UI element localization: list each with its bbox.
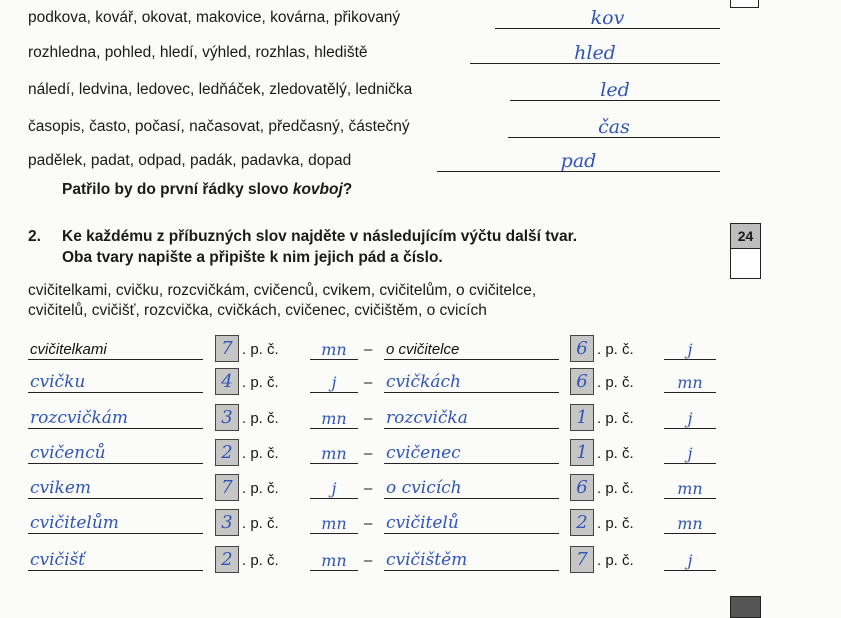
question-text bbox=[62, 181, 352, 199]
word1-field[interactable] bbox=[28, 474, 203, 499]
case-box[interactable]: 1 bbox=[570, 439, 594, 466]
handwritten-answer: pad bbox=[560, 150, 597, 172]
number-field[interactable] bbox=[310, 474, 358, 499]
number-field[interactable] bbox=[310, 509, 358, 534]
handwritten-number: j bbox=[687, 444, 693, 463]
word2-field[interactable] bbox=[384, 474, 559, 499]
word2-field[interactable] bbox=[384, 439, 559, 464]
case-number-label: . p. č. bbox=[242, 515, 279, 532]
question-end: ? bbox=[342, 181, 353, 198]
case-number-label: . p. č. bbox=[597, 480, 634, 497]
word2-field[interactable] bbox=[384, 368, 559, 393]
word1-field[interactable] bbox=[28, 368, 203, 393]
handwritten-word: cvičenců bbox=[30, 443, 106, 463]
case-number-label: . p. č. bbox=[242, 480, 279, 497]
table-row bbox=[28, 335, 728, 363]
score-box-top bbox=[730, 0, 759, 8]
handwritten-word: cvičkách bbox=[386, 372, 461, 392]
case-number-label: . p. č. bbox=[242, 445, 279, 462]
number-field[interactable] bbox=[310, 404, 358, 429]
word-list-line-1: cvičitelkami, cvičku, rozcvičkám, cvičenců, cvikem, cvičitelům, o cvičitelce, bbox=[28, 282, 537, 299]
case-box[interactable]: 2 bbox=[570, 509, 594, 536]
word-list: rozhledna, pohled, hledí, výhled, rozhlas, hlediště bbox=[28, 44, 368, 61]
number-field[interactable] bbox=[664, 404, 716, 429]
word1-field[interactable] bbox=[28, 509, 203, 534]
answer-field-4[interactable] bbox=[508, 115, 720, 138]
word-list: náledí, ledvina, ledovec, ledňáček, zledovatělý, lednička bbox=[28, 81, 413, 98]
handwritten-word: cvičitelům bbox=[30, 513, 119, 533]
handwritten-number: mn bbox=[321, 409, 347, 428]
handwritten-number: j bbox=[331, 373, 337, 392]
printed-word: cvičitelkami bbox=[30, 341, 107, 358]
table-row bbox=[28, 439, 728, 467]
word-row-2 bbox=[28, 44, 368, 62]
handwritten-answer: čas bbox=[598, 116, 630, 138]
handwritten-number: mn bbox=[321, 514, 347, 533]
table-row bbox=[28, 368, 728, 396]
word-row-5 bbox=[28, 152, 351, 170]
case-number-label: . p. č. bbox=[242, 374, 279, 391]
case-number-label: . p. č. bbox=[242, 410, 279, 427]
number-field[interactable] bbox=[310, 439, 358, 464]
handwritten-word: rozcvičkám bbox=[30, 408, 128, 428]
case-box[interactable]: 6 bbox=[570, 335, 594, 362]
handwritten-answer: kov bbox=[590, 7, 625, 29]
case-number-label: . p. č. bbox=[597, 410, 634, 427]
handwritten-number: mn bbox=[321, 340, 347, 359]
answer-field-1[interactable] bbox=[495, 6, 720, 29]
handwritten-number: mn bbox=[677, 479, 703, 498]
case-number-label: . p. č. bbox=[597, 515, 634, 532]
case-box[interactable]: 6 bbox=[570, 368, 594, 395]
handwritten-word: cvičištěm bbox=[386, 550, 468, 570]
case-box[interactable]: 2 bbox=[215, 439, 239, 466]
exercise-number: 2. bbox=[28, 228, 41, 245]
handwritten-word: cvičku bbox=[30, 372, 86, 392]
table-row bbox=[28, 509, 728, 537]
handwritten-number: j bbox=[687, 409, 693, 428]
question-word: kovboj bbox=[292, 181, 343, 198]
word-row-3 bbox=[28, 81, 412, 99]
case-box[interactable]: 7 bbox=[570, 546, 594, 573]
case-box[interactable]: 7 bbox=[215, 335, 239, 362]
case-box[interactable]: 4 bbox=[215, 368, 239, 395]
handwritten-number: j bbox=[687, 551, 693, 570]
dash: – bbox=[364, 515, 373, 532]
dash: – bbox=[364, 410, 373, 427]
case-box[interactable]: 6 bbox=[570, 474, 594, 501]
dash: – bbox=[364, 552, 373, 569]
word-list-line-2: cvičitelů, cvičišť, rozcvička, cvičkách, cvičenec, cvičištěm, o cvicích bbox=[28, 302, 487, 319]
handwritten-answer: led bbox=[600, 79, 630, 101]
word2-field[interactable] bbox=[384, 546, 559, 571]
case-number-label: . p. č. bbox=[242, 341, 279, 358]
table-row bbox=[28, 546, 728, 574]
word-row-1 bbox=[28, 9, 400, 27]
number-field[interactable] bbox=[664, 509, 716, 534]
number-field[interactable] bbox=[310, 335, 358, 360]
handwritten-number: j bbox=[687, 340, 693, 359]
table-row bbox=[28, 474, 728, 502]
answer-field-3[interactable] bbox=[510, 78, 720, 101]
dash: – bbox=[364, 374, 373, 391]
handwritten-word: cvikem bbox=[30, 478, 92, 498]
number-field[interactable] bbox=[310, 368, 358, 393]
handwritten-word: cvičitelů bbox=[386, 513, 459, 533]
printed-word: o cvičitelce bbox=[386, 341, 460, 358]
word1-field[interactable] bbox=[28, 439, 203, 464]
word1-field[interactable] bbox=[28, 546, 203, 571]
dash: – bbox=[364, 480, 373, 497]
dash: – bbox=[364, 445, 373, 462]
case-box[interactable]: 2 bbox=[215, 546, 239, 573]
case-number-label: . p. č. bbox=[597, 341, 634, 358]
handwritten-number: mn bbox=[321, 444, 347, 463]
word-list: časopis, často, počasí, načasovat, předčasný, částečný bbox=[28, 118, 410, 135]
case-box[interactable]: 7 bbox=[215, 474, 239, 501]
handwritten-answer: hled bbox=[574, 42, 616, 64]
dash: – bbox=[364, 341, 373, 358]
word-list: podkova, kovář, okovat, makovice, kovárna, přikovaný bbox=[28, 9, 401, 26]
number-field[interactable] bbox=[310, 546, 358, 571]
word2-field[interactable] bbox=[384, 509, 559, 534]
number-field[interactable] bbox=[664, 439, 716, 464]
number-field[interactable] bbox=[664, 368, 716, 393]
number-field[interactable] bbox=[664, 546, 716, 571]
word1-field[interactable] bbox=[28, 404, 203, 429]
instruction-line-2: Oba tvary napište a připište k nim jejich pád a číslo. bbox=[62, 249, 443, 266]
score-box bbox=[730, 223, 761, 279]
word-row-4 bbox=[28, 118, 410, 136]
case-box[interactable]: 3 bbox=[215, 404, 239, 431]
case-box[interactable]: 1 bbox=[570, 404, 594, 431]
question-lead: Patřilo by do první řádky slovo bbox=[62, 181, 293, 198]
case-number-label: . p. č. bbox=[597, 552, 634, 569]
number-field[interactable] bbox=[664, 335, 716, 360]
word-list: padělek, padat, odpad, padák, padavka, dopad bbox=[28, 152, 352, 169]
instruction-line-1: Ke každému z příbuzných slov najděte v následujícím výčtu další tvar. bbox=[62, 228, 578, 245]
score-value: 24 bbox=[731, 224, 760, 249]
handwritten-number: j bbox=[331, 479, 337, 498]
handwritten-word: rozcvička bbox=[386, 408, 468, 428]
answer-field-5[interactable] bbox=[437, 149, 720, 172]
word1-field[interactable] bbox=[28, 335, 203, 360]
handwritten-word: cvičenec bbox=[386, 443, 461, 463]
handwritten-number: mn bbox=[677, 514, 703, 533]
answer-field-2[interactable] bbox=[470, 41, 720, 64]
handwritten-word: o cvicích bbox=[386, 478, 462, 498]
number-field[interactable] bbox=[664, 474, 716, 499]
word2-field[interactable] bbox=[384, 335, 559, 360]
case-box[interactable]: 3 bbox=[215, 509, 239, 536]
case-number-label: . p. č. bbox=[597, 374, 634, 391]
handwritten-number: mn bbox=[321, 551, 347, 570]
case-number-label: . p. č. bbox=[242, 552, 279, 569]
handwritten-number: mn bbox=[677, 373, 703, 392]
case-number-label: . p. č. bbox=[597, 445, 634, 462]
score-box-bottom bbox=[730, 596, 761, 618]
word2-field[interactable] bbox=[384, 404, 559, 429]
handwritten-word: cvičišť bbox=[30, 550, 86, 570]
table-row bbox=[28, 404, 728, 432]
